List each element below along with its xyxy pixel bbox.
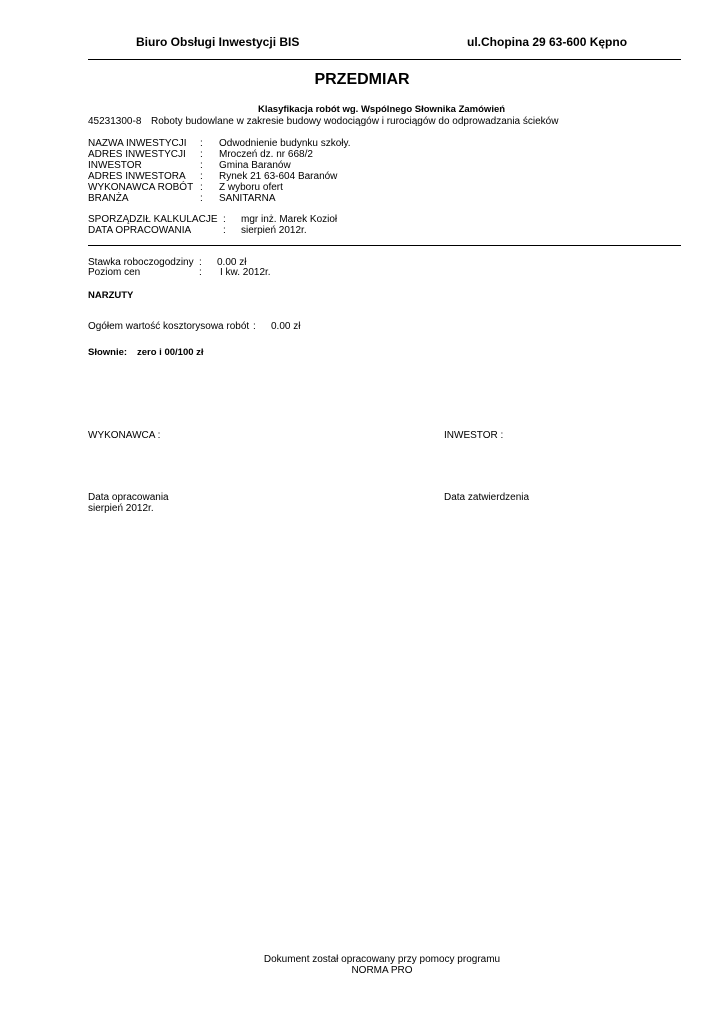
info-separator: : [200,193,203,204]
info-label: ADRES INWESTYCJI [88,149,186,160]
info-label: NAZWA INWESTYCJI [88,138,187,149]
classification-heading: Klasyfikacja robót wg. Wspólnego Słownika Zamówień [258,104,506,115]
rate-separator: : [199,267,202,278]
total-value: 0.00 zł [271,321,301,332]
rate-label: Stawka roboczogodziny [88,257,194,268]
contractor-signature-label: WYKONAWCA : [88,430,161,441]
prep-date-value: sierpień 2012r. [88,503,154,514]
prepared-value: sierpień 2012r. [241,225,307,236]
footer-line-2: NORMA PRO [351,965,413,976]
total-label: Ogółem wartość kosztorysowa robót [88,321,250,332]
approval-date-label: Data zatwierdzenia [444,492,530,503]
footer-line-1: Dokument został opracowany przy pomocy programu [263,954,501,965]
rate-separator: : [199,257,202,268]
company-address: ul.Chopina 29 63-600 Kępno [467,35,628,49]
words-value: zero i 00/100 zł [137,347,204,358]
info-separator: : [200,138,203,149]
page-title: PRZEDMIAR [314,71,410,88]
header-divider [88,59,681,60]
rate-value: I kw. 2012r. [220,267,271,278]
info-separator: : [200,160,203,171]
info-value: Gmina Baranów [219,160,291,171]
info-value: Z wyboru ofert [219,182,283,193]
prepared-separator: : [223,214,226,225]
info-value: Odwodnienie budynku szkoły. [219,138,351,149]
surcharges-heading: NARZUTY [88,290,134,301]
rate-label: Poziom cen [88,267,141,278]
info-value: Rynek 21 63-604 Baranów [219,171,338,182]
info-separator: : [200,182,203,193]
investor-signature-label: INWESTOR : [444,430,504,441]
company-name: Biuro Obsługi Inwestycji BIS [136,35,300,49]
info-label: WYKONAWCA ROBÓT [88,182,194,193]
prepared-separator: : [223,225,226,236]
prepared-value: mgr inż. Marek Kozioł [241,214,338,225]
classification-description: Roboty budowlane w zakresie budowy wodociągów i rurociągów do odprowadzania ścieków [151,116,559,127]
words-label: Słownie: [88,347,128,358]
info-value: SANITARNA [219,193,276,204]
rate-value: 0.00 zł [217,257,247,268]
info-value: Mroczeń dz. nr 668/2 [219,149,313,160]
total-separator: : [253,321,256,332]
info-separator: : [200,149,203,160]
info-separator: : [200,171,203,182]
info-label: INWESTOR [88,160,142,171]
prepared-label: SPORZĄDZIŁ KALKULACJE [88,214,218,225]
classification-code: 45231300-8 [88,116,142,127]
section-divider [88,245,681,246]
prepared-label: DATA OPRACOWANIA [88,225,192,236]
info-label: BRANŻA [88,193,129,204]
info-label: ADRES INWESTORA [88,171,186,182]
prep-date-label: Data opracowania [88,492,169,503]
